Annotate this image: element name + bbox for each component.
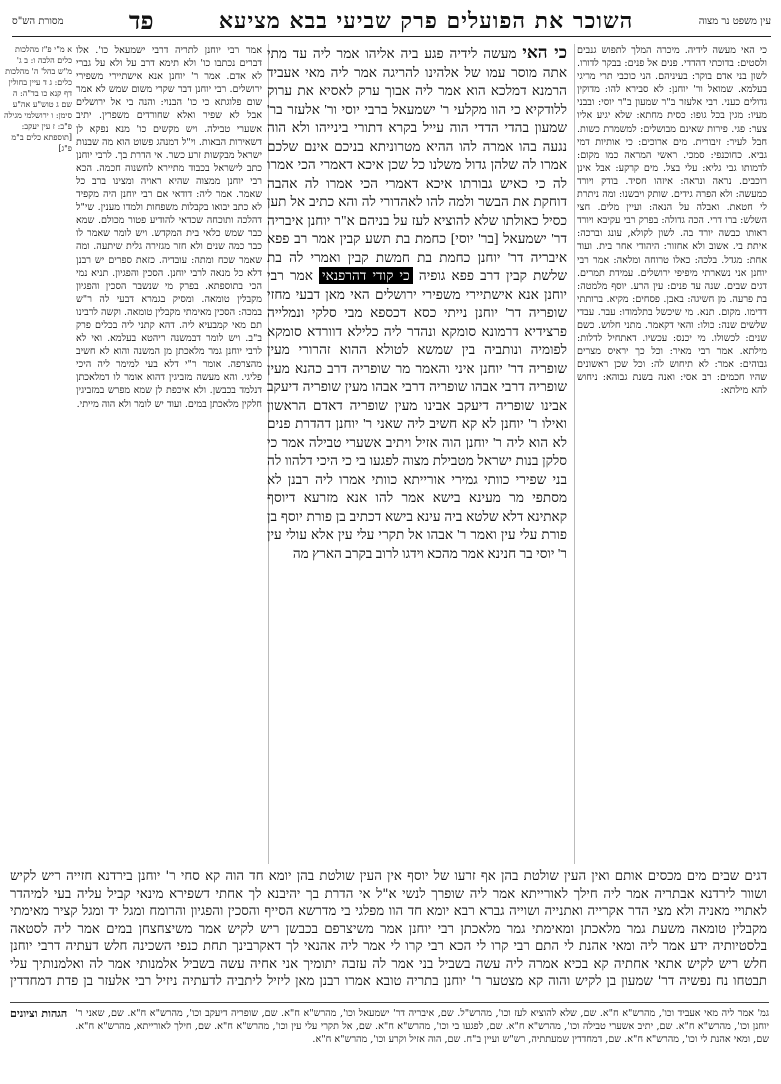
column-divider xyxy=(574,44,575,864)
page-header xyxy=(12,6,771,37)
highlighted-phrase[interactable]: כי קודי דהרפנאי xyxy=(319,267,413,284)
gemara-wide-continuation xyxy=(10,868,767,988)
page-number: פד xyxy=(128,6,154,35)
tosafot-commentary xyxy=(76,44,262,864)
glosses-text: גמ' אמר ליה מאי אעביד וכו', מהרש"א ח"א. שם, שלא להוציא לעז וכו', מהרש"ל. שם, איבריה דר' ישמעאל וכו', מהרש"א ח"א. שם, שופריה דיעקב וכו', מהרש"א ח"א. שם, שאני ר' יוחנן וכו', מהרש"א ח"א. שם, יתיב אשערי טבילה וכו', מהרש"א ח"א. שם, לפגעו בי וכו', מהרש"א ח"א. שם, אל תקרי עלי עין וכו', מהרש"א ח"א. שם, חילך לאורייתא, מהרש"א ח"א. שם, ומאי אהנת לי וכו', מהרש"א ח"א. שם, דמחדדין שמעתתיה, רש"ש ועיין ב"ח. שם, הוה אזיל וקרע וכו', מהרש"א ח"א. xyxy=(75,1008,769,1045)
gemara-text-before: מעשה לידיה פגע ביה אליהו אמר ליה עד מתי אתה מוסר עמו של אלהינו להריגה אמר ליה מאי אעביד הרמנא דמלכא הוא אמר ליה אבוך ערק לאסיא את ערוק ללודקיא כי הוו מקלעי ר' ישמעאל ברבי יוסי ור' אלעזר בר' שמעון בהדי הדדי הוה עייל בקרא דתורי בינייהו ולא הוה נגעה בהו אמרה להו ההיא מטרוניתא בניכם אינם שלכם אמרו לה שלהן גדול משלנו כל שכן איכא דאמרי הכי אמרו לה כי כאיש גבורתו איכא דאמרי הכי אמרו לה אהבה דוחקת את הבשר ולמה להו לאהדורי לה והא כתיב אל תען כסיל כאולתו שלא להוציא לעז על בניהם א"ר יוחנן איבריה דר' ישמעאל [בר' יוסי] כחמת בת תשע קבין אמר רב פפא איבריה דר' יוחנן כחמת בת חמשת קבין ואמרי לה בת שלשת קבין דרב פפא גופיה xyxy=(267,46,567,283)
gemara-lead-word: כי האי xyxy=(522,44,567,62)
chapter-title: השוכר את הפועלים פרק שביעי בבא מציעא xyxy=(218,8,634,34)
gemara-text-after: אמר רבי יוחנן אנא אישתיירי משפירי ירושלים האי מאן דבעי מחזי שופריה דר' יוחנן נייתי כסא דכספא מבי סלקי ונמלייה פרצידיא דרמונא סומקא ונהדר ליה כלילא דוורדא סומקא לפומיה ונותביה בין שמשא לטולא ההוא זהרורי מעין שופריה דר' יוחנן איני והאמר מר שופריה דרב כהנא מעין שופריה דרבי אבהו שופריה דרבי אבהו מעין שופריה דיעקב אבינו שופריה דיעקב אבינו מעין שופריה דאדם הראשון ואילו ר' יוחנן לא קא חשיב ליה שאני ר' יוחנן דהדרת פנים לא הוא ליה ר' יוחנן הוה אזיל ויתיב אשערי טבילה אמר כי סלקן בנות ישראל מטבילת מצוה לפגעו בי כי היכי דלהוו לה בני שפירי כוותי גמירי אורייתא כוותי אמרו ליה רבנן לא מסתפי מר מעינא בישא אמר להו אנא מזרעא דיוסף קאתינא דלא שלטא ביה עינא בישא דכתיב בן פורת יוסף בן פורת עלי עין ואמר ר' אבהו אל תקרי עלי עין אלא עולי עין ר' יוסי בר חנינא אמר מהכא וידגו לרוב בקרב הארץ מה xyxy=(267,268,567,561)
rashi-text: כי האי מעשה לידיה. מיכרה המלך לתפוש גנבים ולסטים: בדוכתי דהדדי. פנים אל פנים: בבקר לדורו. לשון בני אדם בוקר: בעיניהם. הני כוכבי תרי מריגי בעלמא. שמואל ור' יוחנן: לא סבירא להו: מדוקין גדולים כעני. רבי אלעזר ב"ר שמעון ב"ר יוסי: ובבני מעיו: מגין בכל גופו: כסית מחתא: שלא יגיע אליו צער: פגי. פירות שאינם מבושלים: למשמרת כשות. חבל לעיר: זיבורית. מים ארוכים: כי אותיות דמי גביא. כחוכנפי: סמכי. ראשי המראה כמו מקום: לדמותו גבי גליא: עלי בצל. מים קרקע: אבל אינן רוכבים. נראה ונראה: איזהו חסיד. בודק ויורד כמעשה: ולא הפרה גידים. שותק ויבשנו: ומה ניתרת לי חטאת. ואבלה על הנאה: ועיין מלים. חצי השלש: ברו דרי. הכה גדולה: בפרק רבי עקיבא ויורד ראותו כבשה יורד בה. לשון לקולא, עונג וברכה: איתת בי. אשוב ולא אחזור: היהודי אחר בית. ועוד אחת: מגדל. בלכה: כאלו טרוחה ומלאה: אמר רבי יוחנן אני נשארתי מיפיפי ירושלים. עמידת תמרים. דגים שבים. שנה עד פנים: עין הרע. יוסף מלמטה: בת פרעה. מן חשיגה: באבן. פסחים: מקיא. ברותתי דדימו. מקום. תנא. מי שיכשל בתלמודו: עבר. עבדי שלשים שנה: כולו: והאי דקאמר. מתני חלוש. כשם שנים: לכשולו. מי יכנס: עכשיו. דאתחיל לדלות: מילתא. אמר רבי מאיר: וכל כך יראיס מצרים גבוהים: אמר: לא תיחוש לה: וכל שכן ראשונים שהיו חכמים: רב אסי: ואנה בשנת גבוהא: ניחוש להא מילתא: xyxy=(577,45,767,397)
mesorat-hashas-label: מסורת הש"ס xyxy=(12,15,64,27)
gemara-wide-text: דגים שבים מים מכסים אותם ואין העין שולטת בהן אף זרעו של יוסף אין העין שולטת בהן יומא חד הוה קא סחי ר' יוחנן בירדנא חזייה ריש לקיש ושוור לירדנא אבתריה אמר ליה חילך לאורייתא אמר ליה שופרך לנשי א"ל אי הדרת בך יהיבנא לך אחתי דשפירא מינאי קביל עליה בעי למיהדר לאתויי מאניה ולא מצי הדר אקרייה ואתנייה ושוייה גברא רבא יומא חד הוו מפלגי בי מדרשא הסייף והסכין והפגיון והרומח ומגל יד ומגל קציר מאימתי מקבלין טומאה משעת גמר מלאכתן ומאימתי גמר מלאכתן רבי יוחנן אמר משיצרפם בכבשן ריש לקיש אמר משיצחצחן במים אמר ליה לסטאה בלסטיותיה ידע אמר ליה ומאי אהנת לי התם רבי קרו לי הכא רבי קרו לי אמר ליה אהנאי לך דאקרבינך תחת כנפי השכינה חלש דעתיה דרבי יוחנן חלש ריש לקיש אתאי אחתיה קא בכיא אמרה ליה עשה בשביל בני אמר לה עזבה יתומיך אני אחיה עשה בשביל אלמנותי אמר לה ואלמנותיך עלי תבטחו נח נפשיה דר' שמעון בן לקיש והוה קא מצטער ר' יוחנן בתריה טובא אמרו רבנן מאן ליזיל ליתביה לדעתיה ניזיל רבי אלעזר בן פדת דמחדדין xyxy=(10,869,767,988)
tosafot-text: אמר רבי יוחנן לתריה דרבי ישמעאל כו'. אלו דברים נכתבו כו' ולא תימא דרב על ולא על גברי לא אדם. אמר ר' יוחנן אנא אישתיירי משפירי ירושלים. רבי יוחנן דבר שקרי משום שמש לא אמר שום פלוגתא כי כו' הבנוי: והנה בי אל ירושלים אבל לא שפיר ואלא שחורדים משפרין. יתיב אשערי טבילה. ויש מקשים כו' מנא נפקא לן דשאירות הבאות. וי"ל דמנהג פשוט הוא מה שבנות ישראל מבקשות זרע כשר. אי הדרת בך. לרבי יוחנן כתב לישראל בכבוד מתיירא לחשנוה חכמה. הכא רבי יוחנן ממצוה שהיא ראויה ומצינו ברב כל שאמר. אמר ליה: דודאי אם רבי יוחנן היה מקפיד לא כתב יבואו בקבלות משפחות ולמדו מענין. שי"ל דהלכה ותוכחה שכדאי להודיע פטור מכולם. שמא כבר שמש כלאי בית המקדש. ויש לומר שאמר לו כבר כמה שנים ולא חזר מגזירה גלית שיתעה. ומה שאמר שכח ומתה: עובדיה. כזאת ספרים יש רבנן דלא כל מנאה לרבי יוחנן. הסכין והפגיון. תניא נמי הכי בתוספתא. בפרק מי שנשבר הסכין והפגיון מקבלין טומאה. ומסיק בגמרא דבעי לה ר"ש במכה: הסכין מאימתי מקבלין טומאה. וקשה לרבינו תם מאי קמבעיא ליה. דהא קתני ליה בכלים פרק ב"ב. ויש לומר דבמשנה ריהטא בעלמא. ואי לא לרבי יוחנן גמר מלאכתן מן המשנה והוא לא חשיב מהצרפה. אומר ר"י דלא בעי למימר ליה היכי פליגי. והא מעשה מזביגין דהוא אומר לו דמלאכתן דנלמד בכבשן. ולא איכפת לן שמא מפרש במזביגין חלקין מלאכתן במים. ועוד יש לומר ולא הוה מייתי. xyxy=(76,45,262,410)
glosses-footer xyxy=(10,1002,769,1073)
ein-mishpat-label: עין משפט נר מצוה xyxy=(698,15,771,27)
rashi-commentary xyxy=(577,44,767,864)
ein-mishpat-margin xyxy=(2,44,72,864)
gemara-text xyxy=(267,44,567,864)
ein-mishpat-text: א מ"י פ"ז מהלכות כלים הלכה ו: ב ג' מ"ש בהל' ה' מהלכות כלים: ג ד עיין בחולין דף קנא כו בד"ה: ה שם ג טוש"ע אה"ע סימן: ו ירושלמי מגילה פ"ב: ז עין יעקב: [תוספתא כלים ב"מ פ"ג] xyxy=(4,45,72,153)
glosses-label: הגהות וציונים xyxy=(10,1007,68,1020)
